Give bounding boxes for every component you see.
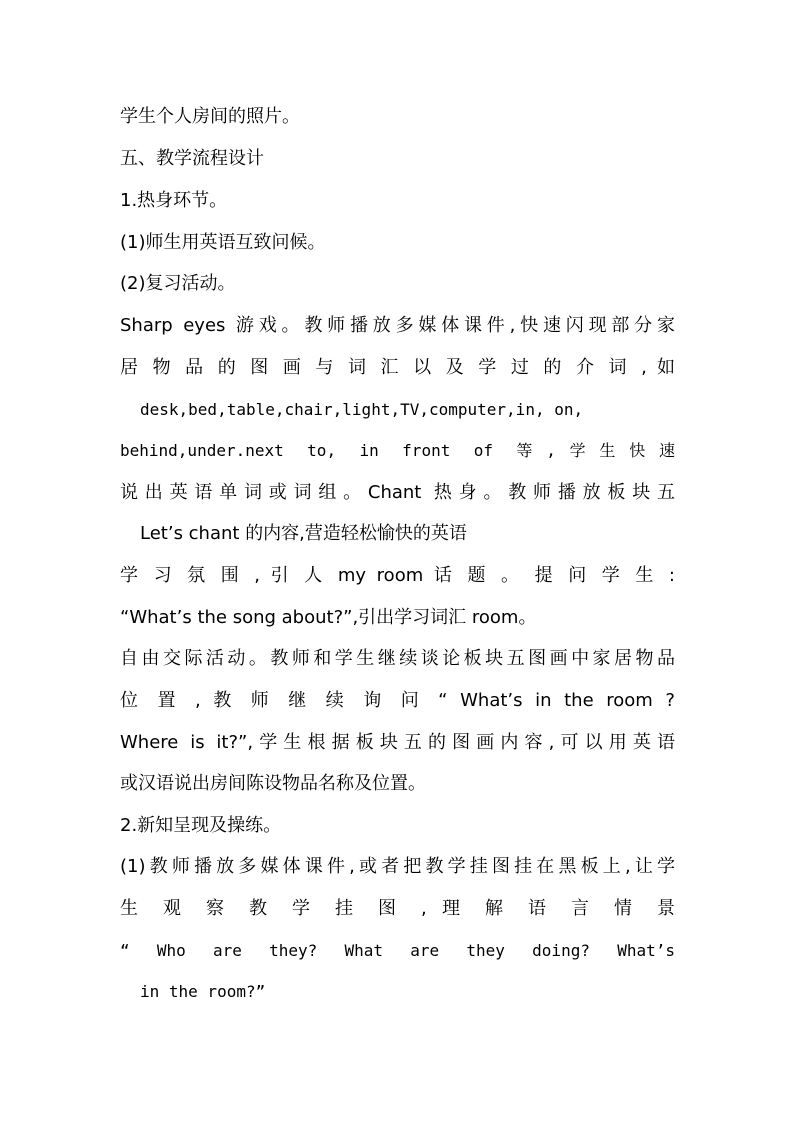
text-line-5: (2)复习活动。 [120,273,236,294]
subheading-warmup: 1.热身环节。 [120,190,228,211]
text-line-9: behind,under.next to, in front of 等,学生快速 [120,441,675,460]
text-line-12: 学 习 氛 围 , 引 人 my room 话 题 。 提 问 学 生 : [120,565,675,586]
text-line-14: 自由交际活动。教师和学生继续谈论板块五图画中家居物品 [120,648,675,669]
text-line-7: 居 物 品 的 图 画 与 词 汇 以 及 学 过 的 介 词 , 如 [120,357,675,378]
text-line-11: Let’s chant 的内容,营造轻松愉快的英语 [140,523,467,544]
text-line-8: desk,bed,table,chair,light,TV,computer,in, on, [140,400,584,419]
text-line-16: Where is it?”,学生根据板块五的图画内容,可以用英语 [120,732,675,753]
subheading-presentation: 2.新知呈现及操练。 [120,815,282,836]
text-line-17: 或汉语说出房间陈设物品名称及位置。 [120,773,426,794]
text-line-10: 说出英语单词或词组。Chant 热身。教师播放板块五 [120,482,675,503]
text-line-6: Sharp eyes 游戏。教师播放多媒体课件,快速闪现部分家 [120,315,675,336]
text-line-21: “ Who are they? What are they doing? What’s [120,941,675,960]
text-line-13: “What’s the song about?”,引出学习词汇 room。 [120,607,537,628]
text-line-1: 学生个人房间的照片。 [120,106,300,127]
text-line-20: 生 观 察 教 学 挂 图 , 理 解 语 言 情 景 [120,898,675,919]
text-line-15: 位 置 , 教 师 继 续 询 问 “ What’s in the room ? [120,690,675,711]
section-heading: 五、教学流程设计 [120,148,264,169]
text-line-22: in the room?” [140,982,266,1001]
text-line-4: (1)师生用英语互致问候。 [120,232,326,253]
text-line-19: (1)教师播放多媒体课件,或者把教学挂图挂在黑板上,让学 [120,856,675,877]
